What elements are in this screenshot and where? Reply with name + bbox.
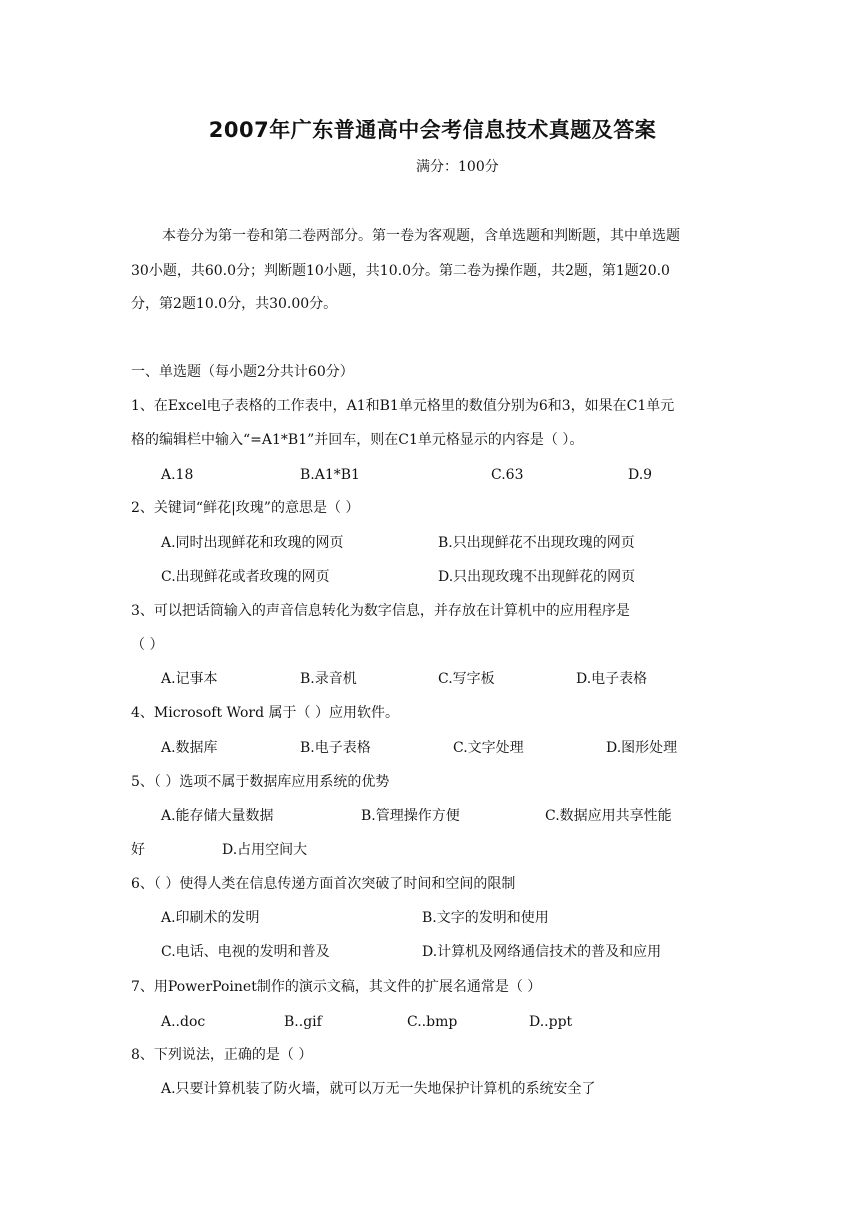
full-score: 满分：100分 (416, 159, 499, 175)
question-3-stem-line-2: （ ） (131, 637, 164, 653)
question-8-stem: 8、下列说法，正确的是（ ） (131, 1047, 313, 1063)
question-5-option-d: D.占用空间大 (222, 842, 308, 858)
question-1-option-c: C.63 (491, 467, 524, 483)
intro-line-3: 分，第2题10.0分，共30.00分。 (131, 296, 338, 312)
question-2-stem: 2、关键词“鲜花|玫瑰”的意思是（ ） (131, 500, 360, 516)
question-5-option-c-continued: 好 (131, 842, 145, 858)
question-3-stem-line-1: 3、可以把话筒输入的声音信息转化为数字信息，并存放在计算机中的应用程序是 (131, 603, 630, 619)
question-5-option-a: A.能存储大量数据 (161, 808, 274, 824)
question-3-option-b: B.录音机 (300, 671, 357, 687)
question-1-stem-line-1: 1、在Excel电子表格的工作表中，A1和B1单元格里的数值分别为6和3，如果在C1单元 (131, 398, 675, 414)
intro-line-2: 30小题，共60.0分；判断题10小题，共10.0分。第二卷为操作题，共2题，第1题20.0 (131, 263, 670, 279)
question-8-option-a: A.只要计算机装了防火墙，就可以万无一失地保护计算机的系统安全了 (161, 1081, 596, 1097)
question-1-stem-line-2: 格的编辑栏中输入“=A1*B1”并回车，则在C1单元格显示的内容是（ ）。 (131, 432, 584, 448)
question-6-option-a: A.印刷术的发明 (161, 910, 260, 926)
question-7-option-d: D..ppt (529, 1014, 573, 1030)
question-6-option-c: C.电话、电视的发明和普及 (161, 944, 330, 960)
question-2-option-c: C.出现鲜花或者玫瑰的网页 (161, 569, 330, 585)
question-3-option-a: A.记事本 (161, 671, 218, 687)
question-2-option-d: D.只出现玫瑰不出现鲜花的网页 (438, 569, 636, 585)
question-6-option-b: B.文字的发明和使用 (422, 910, 549, 926)
question-2-option-a: A.同时出现鲜花和玫瑰的网页 (161, 535, 344, 551)
question-7-stem: 7、用PowerPoinet制作的演示文稿，其文件的扩展名通常是（ ） (131, 979, 542, 995)
question-1-option-b: B.A1*B1 (300, 467, 360, 483)
question-7-option-a: A..doc (161, 1014, 206, 1030)
question-7-option-b: B..gif (284, 1014, 322, 1030)
question-6-option-d: D.计算机及网络通信技术的普及和应用 (422, 944, 662, 960)
question-5-option-c: C.数据应用共享性能 (545, 808, 672, 824)
question-4-option-b: B.电子表格 (300, 740, 371, 756)
intro-line-1: 本卷分为第一卷和第二卷两部分。第一卷为客观题，含单选题和判断题，其中单选题 (162, 228, 680, 244)
question-1-option-d: D.9 (628, 467, 653, 483)
question-3-option-c: C.写字板 (438, 671, 495, 687)
question-4-option-a: A.数据库 (161, 740, 218, 756)
question-6-stem: 6、（ ）使得人类在信息传递方面首次突破了时间和空间的限制 (131, 876, 516, 892)
question-3-option-d: D.电子表格 (576, 671, 648, 687)
question-2-option-b: B.只出现鲜花不出现玫瑰的网页 (438, 535, 635, 551)
question-4-option-d: D.图形处理 (606, 740, 678, 756)
question-4-option-c: C.文字处理 (453, 740, 524, 756)
question-4-stem: 4、Microsoft Word 属于（ ）应用软件。 (131, 705, 399, 721)
question-5-option-b: B.管理操作方便 (361, 808, 460, 824)
section-heading: 一、单选题（每小题2分共计60分） (131, 364, 354, 380)
document-title: 2007年广东普通高中会考信息技术真题及答案 (208, 118, 657, 142)
question-7-option-c: C..bmp (407, 1014, 458, 1030)
question-5-stem: 5、（ ）选项不属于数据库应用系统的优势 (131, 774, 390, 790)
question-1-option-a: A.18 (161, 467, 194, 483)
